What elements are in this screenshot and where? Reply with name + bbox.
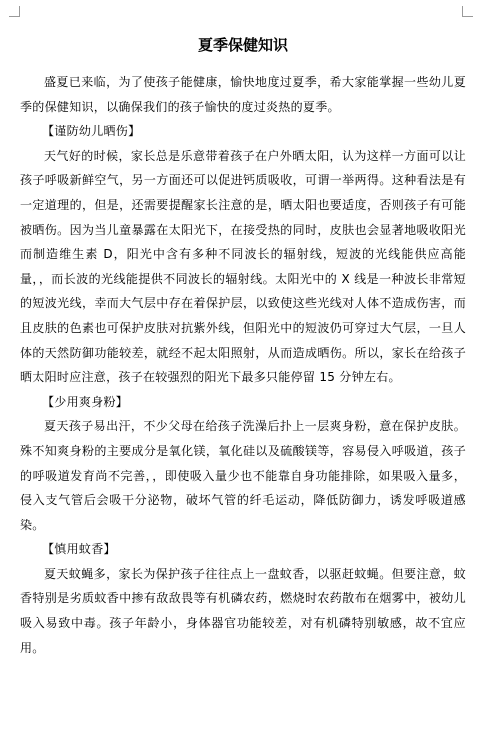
document-body [20,34,466,660]
section-body-mosquito-coil: 夏天蚊蝇多，家长为保护孩子往往点上一盘蚊香，以驱赶蚊蝇。但要注意，蚊香特别是劣质蚊香中掺有敌敌畏等有机磷农药，燃烧时农药散布在烟雾中，被幼儿吸入易致中毒。孩子年龄小，身体器官功能较差，对有机磷特别敏感，故不宜应用。 [20,566,466,655]
document-title: 夏季保健知识 [197,36,288,54]
section-heading-mosquito-coil: 【慎用蚊香】 [42,542,116,557]
section-body-sunburn: 天气好的时候，家长总是乐意带着孩子在户外晒太阳，认为这样一方面可以让孩子呼吸新鲜空气，另一方面还可以促进钙质吸收，可谓一举两得。这种看法是有一定道理的，但是，还需要提醒家长注意的是，晒太阳也要适度，否则孩子有可能被晒伤。因为当儿童暴露在太阳光下，在接受热的同时，皮肤也会显著地吸收阳光而制造维生素 D，阳光中含有多种不同波长的辐射线，短波的光线能供应高能量，，而长波的光线能提供不同波长的辐射线。太阳光中的 X 线是一种波长非常短的短波光线，幸而大气层中存在着保护层，以致使这些光线对人体不造成伤害，而且皮肤的色素也可保护皮肤对抗紫外线，但阳光中的短波仍可穿过大气层，一旦人体的天然防御功能较差，就经不起太阳照射，从而造成晒伤。所以，家长在给孩子晒太阳时应注意，孩子在较强烈的阳光下最多只能停留 15 分钟左右。 [20,148,466,385]
crop-mark-top-right [462,6,473,17]
section-heading-sunburn: 【谨防幼儿晒伤】 [42,124,141,139]
section-body-powder: 夏天孩子易出汗，不少父母在给孩子洗澡后扑上一层爽身粉，意在保护皮肤。殊不知爽身粉的主要成分是氧化镁，氧化硅以及硫酸镁等，容易侵入呼吸道，孩子的呼吸道发育尚不完善，，即使吸入量少也不能靠自身功能排除，如果吸入量多，侵入支气管后会吸干分泌物，破坏气管的纤毛运动，降低防御力，诱发呼吸道感染。 [20,419,466,532]
section-heading-powder: 【少用爽身粉】 [42,394,129,409]
intro-paragraph: 盛夏已来临，为了使孩子能健康，愉快地度过夏季，希大家能掌握一些幼儿夏季的保健知识，以确保我们的孩子愉快的度过炎热的夏季。 [20,75,466,114]
crop-mark-top-left [9,6,20,17]
